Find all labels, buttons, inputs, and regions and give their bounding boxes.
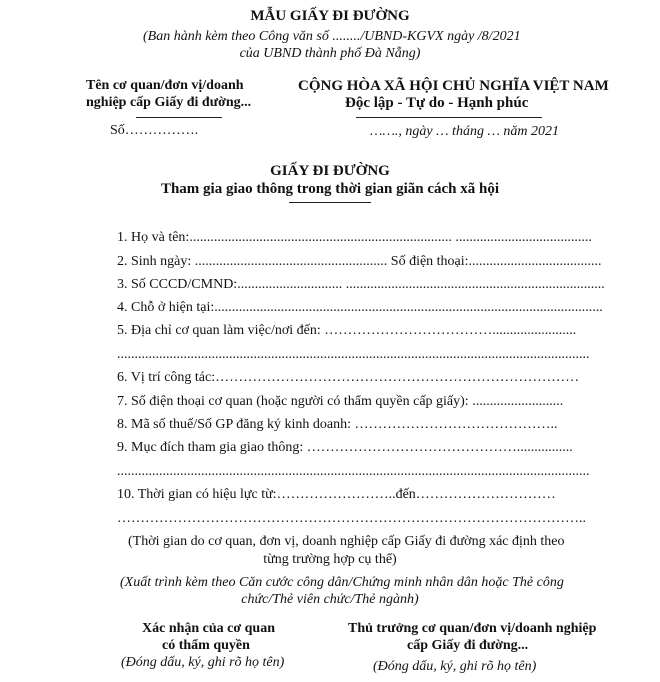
field-validity-period-continued: ……………………………………………………………………………………….. bbox=[117, 511, 586, 526]
field-work-address: 5. Địa chỉ cơ quan làm việc/nơi đến: ………………………………........................ bbox=[117, 323, 577, 338]
document-subtitle: Tham gia giao thông trong thời gian giãn cách xã hội bbox=[160, 181, 500, 197]
nation-motto: Độc lập - Tự do - Hạnh phúc bbox=[345, 95, 529, 111]
document-title: GIẤY ĐI ĐƯỜNG bbox=[270, 163, 390, 179]
present-note-line1: (Xuất trình kèm theo Căn cước công dân/Chứng minh nhân dân hoặc Thẻ công bbox=[120, 575, 564, 590]
left-signature-title2: có thẩm quyền bbox=[162, 638, 250, 653]
validity-note-line1: (Thời gian do cơ quan, đơn vị, doanh nghiệp cấp Giấy đi đường xác định theo bbox=[128, 534, 565, 549]
title-underline bbox=[289, 202, 371, 203]
field-validity-period: 10. Thời gian có hiệu lực từ:……………………..đến………………………… bbox=[117, 487, 556, 502]
field-full-name: 1. Họ và tên:........................................................................... ....................................... bbox=[117, 230, 592, 245]
form-title: MẪU GIẤY ĐI ĐƯỜNG bbox=[250, 8, 410, 24]
issuance-note-line1: (Ban hành kèm theo Công văn số ......../UBND-KGVX ngày /8/2021 bbox=[143, 29, 521, 44]
field-work-address-continued: ....................................................................................................................................... bbox=[117, 347, 590, 362]
field-travel-purpose-continued: ....................................................................................................................................... bbox=[117, 464, 590, 479]
field-tax-code: 8. Mã số thuế/Số GP đăng ký kinh doanh: …………………………………….. bbox=[117, 417, 558, 432]
issuer-name-line2: nghiệp cấp Giấy đi đường... bbox=[86, 95, 252, 110]
nation-name: CỘNG HÒA XÃ HỘI CHỦ NGHĨA VIỆT NAM bbox=[298, 78, 609, 94]
present-note-line2: chức/Thẻ viên chức/Thẻ ngành) bbox=[241, 592, 419, 607]
left-signature-title1: Xác nhận của cơ quan bbox=[142, 621, 276, 636]
right-signature-title2: cấp Giấy đi đường... bbox=[407, 638, 529, 653]
document-number: Số……………. bbox=[110, 123, 199, 138]
place-date-line: ……., ngày … tháng … năm 2021 bbox=[370, 124, 560, 139]
field-travel-purpose: 9. Mục đích tham gia giao thông: ………………………………………................ bbox=[117, 440, 573, 455]
issuance-note-line2: của UBND thành phố Đà Nẵng) bbox=[239, 46, 421, 61]
field-id-number: 3. Số CCCD/CMND:.............................. .......................................................................... bbox=[117, 277, 605, 292]
issuer-underline bbox=[136, 117, 222, 118]
left-signature-note: (Đóng dấu, ký, ghi rõ họ tên) bbox=[121, 655, 285, 670]
issuer-name-line1: Tên cơ quan/đơn vị/doanh bbox=[86, 78, 244, 93]
field-residence: 4. Chỗ ở hiện tại:............................................................................................................... bbox=[117, 300, 603, 315]
field-office-phone: 7. Số điện thoại cơ quan (hoặc người có thẩm quyền cấp giấy): .......................... bbox=[117, 394, 564, 409]
field-birth-date-phone: 2. Sinh ngày: ....................................................... Số điện thoại:...................................... bbox=[117, 254, 602, 269]
motto-underline bbox=[356, 117, 542, 118]
right-signature-note: (Đóng dấu, ký, ghi rõ họ tên) bbox=[373, 659, 537, 674]
right-signature-title1: Thủ trưởng cơ quan/đơn vị/doanh nghiệp bbox=[348, 621, 597, 636]
field-position: 6. Vị trí công tác:…………………………………………………………………… bbox=[117, 370, 580, 385]
validity-note-line2: từng trường hợp cụ thể) bbox=[263, 552, 397, 567]
